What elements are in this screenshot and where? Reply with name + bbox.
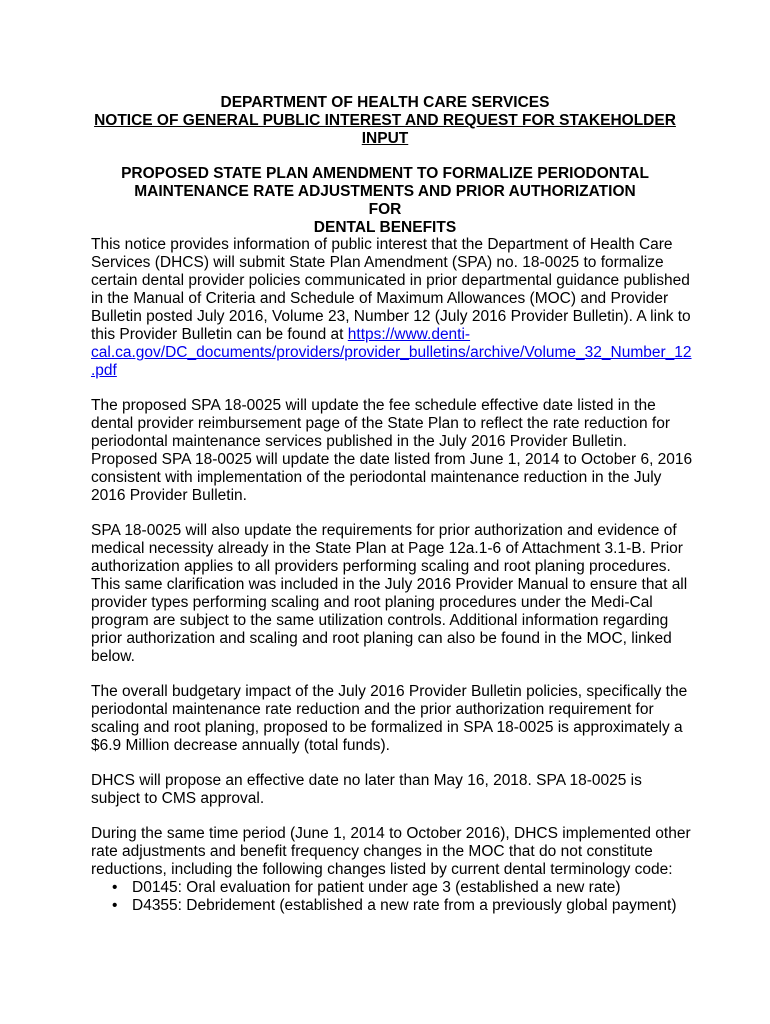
header-line-2: NOTICE OF GENERAL PUBLIC INTEREST AND REQUEST FOR STAKEHOLDER: [94, 112, 676, 129]
list-item-text: D0145: Oral evaluation for patient under age 3 (established a new rate): [132, 879, 621, 896]
text-line: This same clarification was included in the July 2016 Provider Manual to ensure that all: [91, 576, 688, 593]
text-line: in the Manual of Criteria and Schedule of Maximum Allowances (MOC) and Provider: [91, 290, 669, 307]
bulletin-link-part-1[interactable]: https://www.denti-: [347, 326, 471, 343]
text-line: DHCS will propose an effective date no later than May 16, 2018. SPA 18-0025 is: [91, 772, 642, 789]
text-line: [91, 326, 691, 344]
text-line: medical necessity already in the State Plan at Page 12a.1-6 of Attachment 3.1-B. Prior: [91, 540, 683, 557]
text-line: periodontal maintenance rate reduction and the prior authorization requirement for: [91, 701, 654, 718]
paragraph-fee-schedule: [91, 397, 691, 505]
text-line: scaling and root planing, proposed to be formalized in SPA 18-0025 is approximately a: [91, 719, 683, 736]
text-line: below.: [91, 648, 135, 665]
bullet-icon: •: [112, 879, 118, 896]
text-line: 2016 Provider Bulletin.: [91, 487, 247, 504]
text-line: rate adjustments and benefit frequency changes in the MOC that do not constitute: [91, 843, 653, 860]
text-line: $6.9 Million decrease annually (total funds).: [91, 737, 390, 754]
text-line: dental provider reimbursement page of the State Plan to reflect the rate reduction for: [91, 415, 670, 432]
text-line: certain dental provider policies communicated in prior departmental guidance published: [91, 272, 690, 289]
paragraph-other-adjustments: [91, 825, 691, 879]
text-line: periodontal maintenance services published in the July 2016 Provider Bulletin.: [91, 433, 627, 450]
text-line: Bulletin posted July 2016, Volume 23, Number 12 (July 2016 Provider Bulletin). A link to: [91, 308, 691, 325]
text-line: consistent with implementation of the periodontal maintenance reduction in the July: [91, 469, 662, 486]
paragraph-budget-impact: [91, 683, 691, 755]
proposal-title: [120, 165, 650, 237]
list-item: [112, 879, 621, 897]
text-line: authorization applies to all providers performing scaling and root planing procedures.: [91, 558, 671, 575]
paragraph-prior-authorization: [91, 522, 691, 666]
text-line: This notice provides information of public interest that the Department of Health Care: [91, 236, 673, 253]
text-line: SPA 18-0025 will also update the requirements for prior authorization and evidence of: [91, 522, 677, 539]
notice-header: [60, 94, 710, 148]
header-line-3: INPUT: [361, 130, 409, 147]
text-line: reductions, including the following changes listed by current dental terminology code:: [91, 861, 673, 878]
text-line: During the same time period (June 1, 2014 to October 2016), DHCS implemented other: [91, 825, 691, 842]
bulletin-link-part-3[interactable]: .pdf: [91, 362, 117, 379]
list-item: [112, 897, 677, 915]
bulletin-link-part-2[interactable]: cal.ca.gov/DC_documents/providers/provider_bulletins/archive/Volume_32_Number_12: [91, 344, 692, 361]
paragraph-intro: [91, 236, 691, 380]
text-line: subject to CMS approval.: [91, 790, 265, 807]
header-line-1: DEPARTMENT OF HEALTH CARE SERVICES: [220, 94, 550, 111]
proposal-title-line-2: MAINTENANCE RATE ADJUSTMENTS AND PRIOR AUTHORIZATION FOR: [134, 183, 636, 218]
proposal-title-line-3: DENTAL BENEFITS: [313, 219, 457, 236]
link-intro-text: this Provider Bulletin can be found at: [91, 326, 348, 343]
bullet-icon: •: [112, 897, 118, 914]
proposal-title-line-1: PROPOSED STATE PLAN AMENDMENT TO FORMALIZE PERIODONTAL: [121, 165, 649, 182]
text-line: The proposed SPA 18-0025 will update the fee schedule effective date listed in the: [91, 397, 656, 414]
text-line: Services (DHCS) will submit State Plan Amendment (SPA) no. 18-0025 to formalize: [91, 254, 664, 271]
list-item-text: D4355: Debridement (established a new rate from a previously global payment): [132, 897, 677, 914]
text-line: prior authorization and scaling and root planing can also be found in the MOC, linked: [91, 630, 672, 647]
text-line: program are subject to the same utilization controls. Additional information regarding: [91, 612, 669, 629]
text-line: The overall budgetary impact of the July 2016 Provider Bulletin policies, specifically the: [91, 683, 688, 700]
text-line: provider types performing scaling and root planing procedures under the Medi-Cal: [91, 594, 653, 611]
paragraph-effective-date: [91, 772, 691, 808]
text-line: Proposed SPA 18-0025 will update the date listed from June 1, 2014 to October 6, 2016: [91, 451, 693, 468]
